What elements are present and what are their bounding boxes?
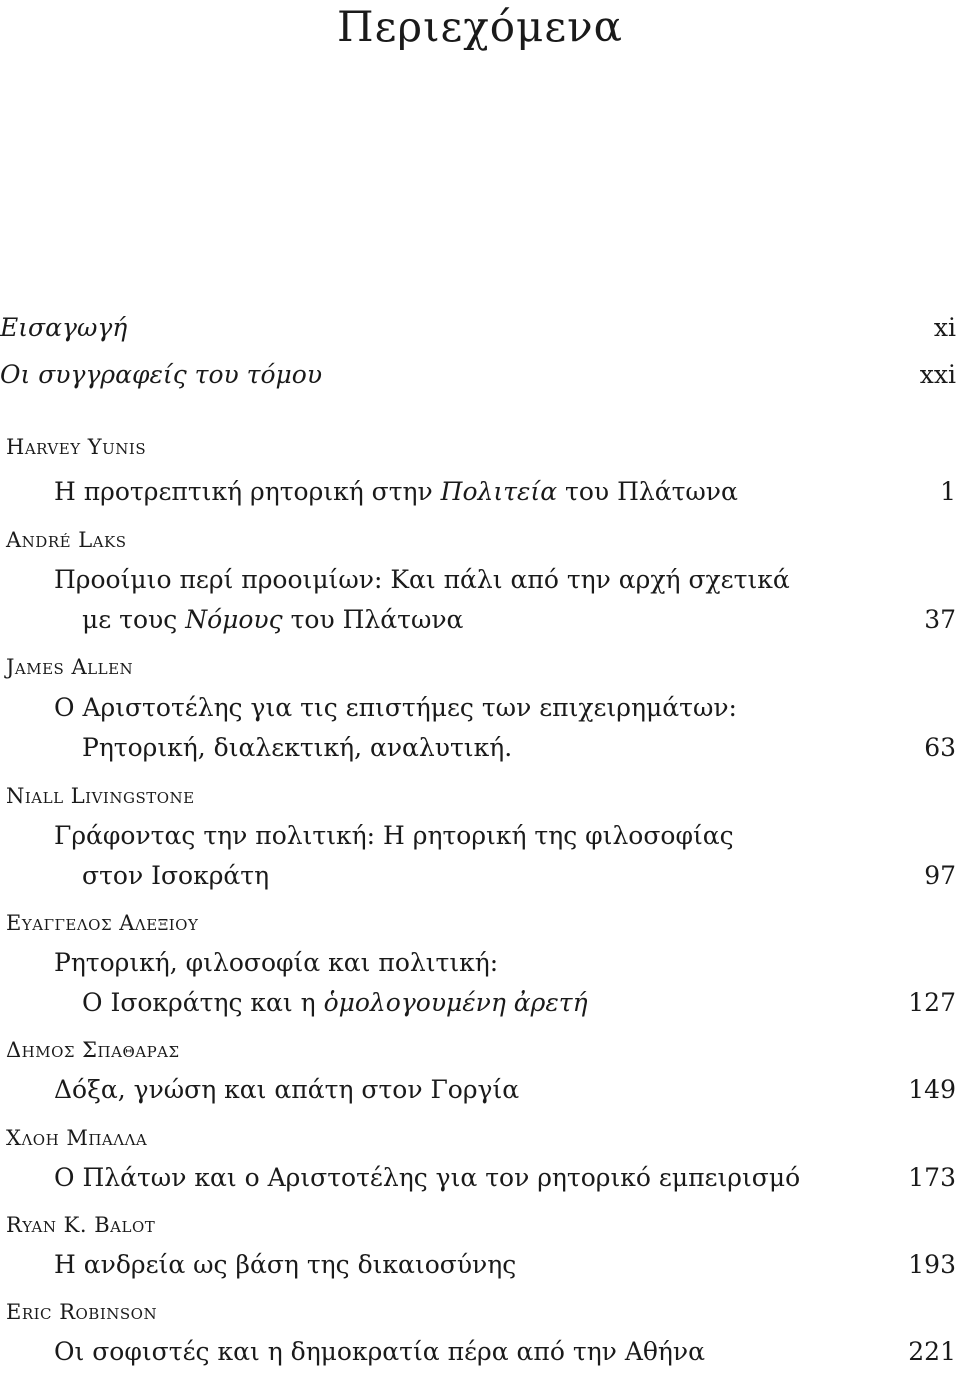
- toc-author: Ευαγγελος Αλεξιου: [6, 911, 199, 935]
- toc-page-number: 1: [940, 477, 956, 506]
- toc-row-chapter-8[interactable]: [0, 1245, 960, 1285]
- toc-title: Η ανδρεία ως βάση της δικαιοσύνης: [54, 1250, 517, 1279]
- toc-row-chapter-2[interactable]: [0, 560, 960, 600]
- toc-title: Ο Αριστοτέλης για τις επιστήμες των επιχειρημάτων:: [54, 693, 737, 722]
- toc-page-number: xi: [933, 313, 956, 342]
- toc-page-number: 97: [924, 861, 956, 890]
- toc-page-number: 63: [924, 733, 956, 762]
- toc-title-cont: με τους Νόμους του Πλάτωνα: [82, 605, 464, 634]
- toc-author: André Laks: [6, 528, 127, 552]
- toc-row-contributors[interactable]: [0, 355, 960, 395]
- toc-title-cont: στον Ισοκράτη: [82, 861, 270, 890]
- toc-row-chapter-3[interactable]: [0, 688, 960, 728]
- toc-title: Η προτρεπτική ρητορική στην Πολιτεία του Πλάτωνα: [54, 477, 738, 506]
- toc-title: Οι συγγραφείς του τόμου: [0, 360, 323, 389]
- toc-author: Eric Robinson: [6, 1300, 158, 1324]
- toc-row-chapter-5-cont[interactable]: [0, 983, 960, 1023]
- toc-author: Δημος Σπαθαρας: [6, 1038, 180, 1062]
- toc-page-number: 37: [924, 605, 956, 634]
- toc-row-chapter-9[interactable]: [0, 1332, 960, 1372]
- toc-title: Δόξα, γνώση και απάτη στον Γοργία: [54, 1075, 520, 1104]
- toc-row-chapter-7[interactable]: [0, 1158, 960, 1198]
- toc-row-chapter-6[interactable]: [0, 1070, 960, 1110]
- toc-row-chapter-4[interactable]: [0, 816, 960, 856]
- toc-title: Εισαγωγή: [0, 313, 128, 342]
- toc-page-number: 127: [908, 988, 956, 1017]
- toc-row-chapter-3-cont[interactable]: [0, 728, 960, 768]
- toc-title: Προοίμιο περί προοιμίων: Και πάλι από την αρχή σχετικά: [54, 565, 790, 594]
- toc-title: Γράφοντας την πολιτική: Η ρητορική της φιλοσοφίας: [54, 821, 734, 850]
- toc-title: Ο Πλάτων και ο Αριστοτέλης για τον ρητορικό εμπειρισμό: [54, 1163, 801, 1192]
- toc-page-number: 221: [908, 1337, 956, 1366]
- toc-page-number: xxi: [919, 360, 956, 389]
- toc-author: Niall Livingstone: [6, 784, 195, 808]
- toc-author: Ryan K. Balot: [6, 1213, 156, 1237]
- toc-page-number: 149: [908, 1075, 956, 1104]
- toc-page-number: 193: [908, 1250, 956, 1279]
- toc-row-chapter-5[interactable]: [0, 943, 960, 983]
- toc-title: Οι σοφιστές και η δημοκρατία πέρα από την Αθήνα: [54, 1337, 705, 1366]
- toc-author: Harvey Yunis: [6, 435, 147, 459]
- toc-title-cont: Ρητορική, διαλεκτική, αναλυτική.: [82, 733, 513, 762]
- toc-author: James Allen: [6, 655, 134, 679]
- toc-row-chapter-2-cont[interactable]: [0, 600, 960, 640]
- toc-row-introduction[interactable]: [0, 308, 960, 348]
- page-title: Περιεχόμενα: [337, 2, 623, 51]
- toc-title: Ρητορική, φιλοσοφία και πολιτική:: [54, 948, 499, 977]
- toc-page-number: 173: [908, 1163, 956, 1192]
- toc-row-chapter-4-cont[interactable]: [0, 856, 960, 896]
- toc-author: Χλοη Μπαλλα: [6, 1126, 148, 1150]
- toc-row-chapter-1[interactable]: [0, 472, 960, 512]
- toc-title-cont: Ο Ισοκράτης και η ὁμολογουμένη ἀρετή: [82, 988, 588, 1017]
